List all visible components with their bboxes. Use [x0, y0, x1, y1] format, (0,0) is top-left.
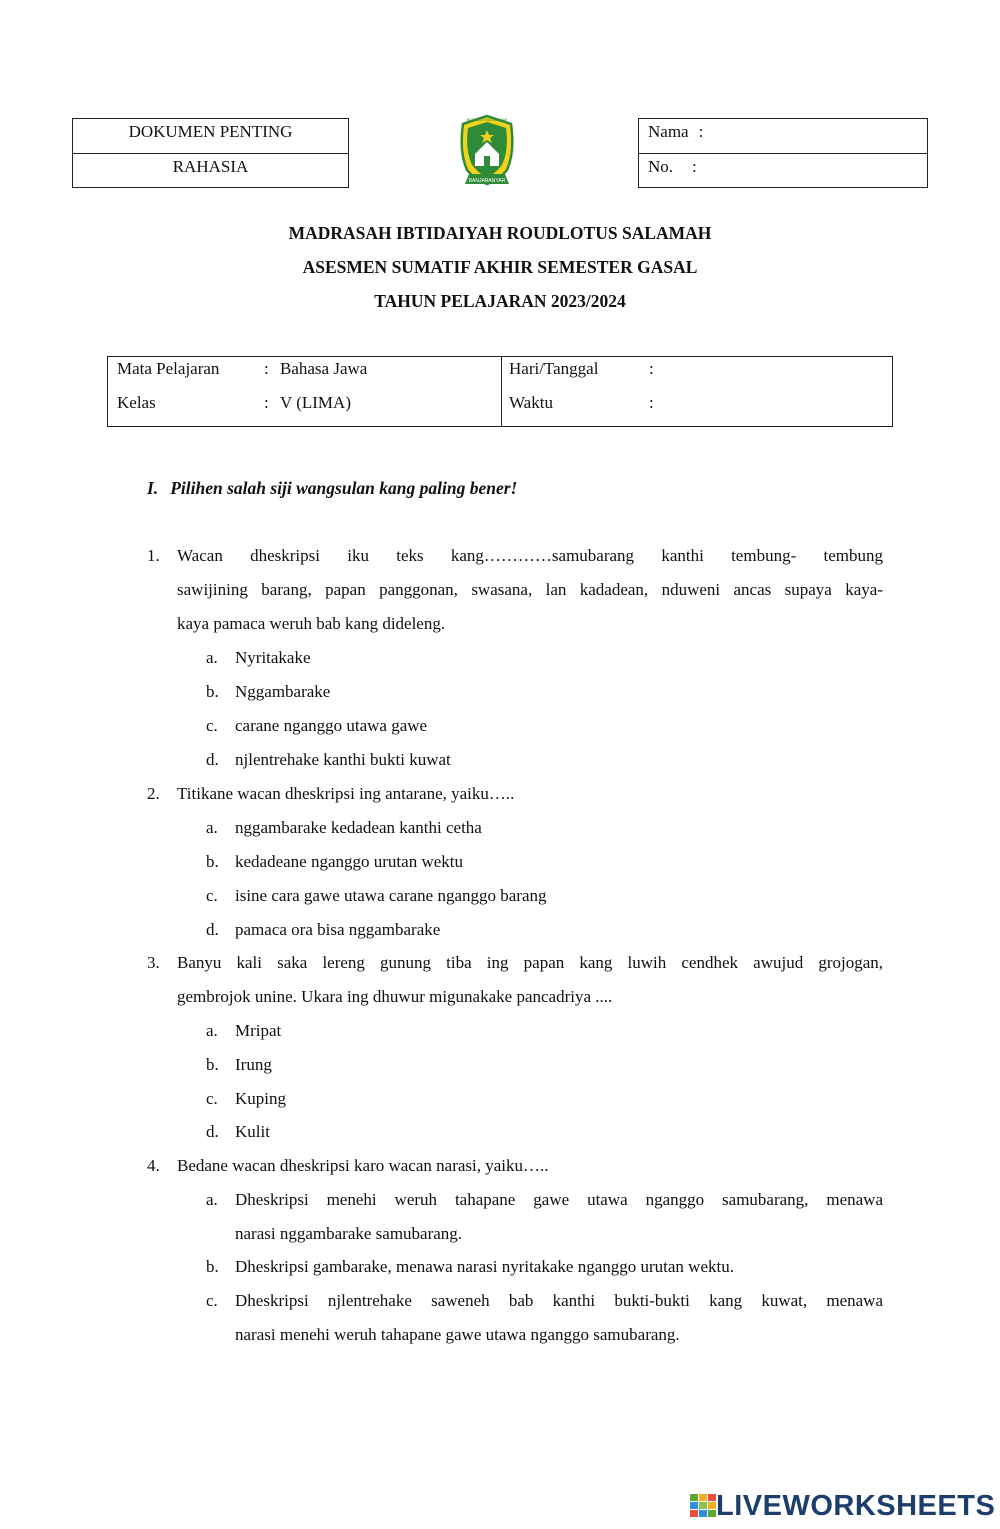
- option-label: c.: [206, 1291, 218, 1310]
- name-row: [639, 119, 927, 153]
- logo-arc-text: MI ROUDLOTUS SALAMAH: [466, 118, 508, 122]
- option-label: b.: [206, 1055, 219, 1074]
- exam-info-table: [107, 356, 893, 427]
- subject-label: Mata Pelajaran: [117, 359, 220, 378]
- question-text-line: kaya pamaca weruh bab kang dideleng.: [177, 614, 446, 633]
- document-important-label: DOKUMEN PENTING: [128, 122, 293, 141]
- class-colon: :: [264, 393, 269, 412]
- option-label: b.: [206, 852, 219, 871]
- subject-colon: :: [264, 359, 269, 378]
- option-text: Nggambarake: [235, 682, 331, 701]
- option-label: a.: [206, 1021, 218, 1040]
- option-label: d.: [206, 750, 219, 769]
- option-4c[interactable]: [206, 1284, 883, 1352]
- option-text-line: narasi nggambarake samubarang.: [235, 1224, 463, 1243]
- option-text: isine cara gawe utawa carane nganggo barang: [235, 886, 547, 905]
- date-row: [509, 359, 654, 379]
- option-label: c.: [206, 886, 218, 905]
- option-text: Irung: [235, 1055, 272, 1074]
- time-label: Waktu: [509, 393, 553, 412]
- number-colon: :: [692, 157, 697, 176]
- option-label: c.: [206, 1089, 218, 1108]
- option-label: d.: [206, 920, 219, 939]
- option-label: a.: [206, 1190, 218, 1209]
- option-label: d.: [206, 1122, 219, 1141]
- question-text-line: Titikane wacan dheskripsi ing antarane, yaiku…..: [177, 784, 515, 803]
- question-text-line: sawijining barang, papan panggonan, swasana, lan kadadean, nduweni ancas supaya kaya-: [177, 580, 883, 599]
- option-text: Nyritakake: [235, 648, 311, 667]
- option-text: njlentrehake kanthi bukti kuwat: [235, 750, 451, 769]
- option-text: nggambarake kedadean kanthi cetha: [235, 818, 482, 837]
- name-label: Nama: [648, 122, 689, 141]
- section-heading: [147, 478, 517, 499]
- section-instruction: Pilihen salah siji wangsulan kang paling bener!: [170, 478, 518, 498]
- option-text: carane nganggo utawa gawe: [235, 716, 428, 735]
- student-identity-box: [638, 118, 928, 188]
- option-text: Mripat: [235, 1021, 282, 1040]
- liveworksheets-grid-icon: [690, 1494, 716, 1518]
- question-text-line: Banyu kali saka lereng gunung tiba ing papan kang luwih cendhek awujud grojogan,: [177, 953, 883, 972]
- question-text-line: Wacan dheskripsi iku teks kang…………samubarang kanthi tembung- tembung: [177, 546, 883, 565]
- number-label: No.: [648, 157, 674, 176]
- academic-year-title: TAHUN PELAJARAN 2023/2024: [374, 291, 626, 311]
- question-number: 3.: [147, 953, 160, 972]
- option-label: c.: [206, 716, 218, 735]
- number-row: [639, 153, 927, 187]
- document-confidential-label: RAHASIA: [73, 153, 348, 187]
- option-text-line: narasi menehi weruh tahapane gawe utawa nganggo samubarang.: [235, 1325, 680, 1344]
- document-status-box: [72, 118, 349, 188]
- option-label: b.: [206, 1257, 219, 1276]
- option-label: a.: [206, 818, 218, 837]
- option-4a[interactable]: [206, 1183, 883, 1251]
- question-number: 2.: [147, 784, 160, 803]
- class-label: Kelas: [117, 393, 156, 412]
- option-text: Kuping: [235, 1089, 286, 1108]
- liveworksheets-wordmark: LIVEWORKSHEETS: [716, 1489, 996, 1522]
- name-colon: :: [698, 122, 704, 141]
- liveworksheets-watermark: [690, 1488, 995, 1524]
- logo-ribbon-text: BANJARANYAR: [468, 178, 506, 184]
- option-text-line: Dheskripsi menehi weruh tahapane gawe utawa nganggo samubarang, menawa: [235, 1190, 883, 1209]
- question-number: 4.: [147, 1156, 160, 1175]
- question-number: 1.: [147, 546, 160, 565]
- option-label: a.: [206, 648, 218, 667]
- subject-row: [117, 359, 368, 379]
- info-table-divider: [501, 357, 502, 426]
- subject-value: Bahasa Jawa: [280, 359, 368, 378]
- school-name-title: MADRASAH IBTIDAIYAH ROUDLOTUS SALAMAH: [288, 223, 712, 243]
- class-row: [117, 393, 351, 413]
- school-logo: [455, 114, 519, 192]
- option-text-line: Dheskripsi njlentrehake saweneh bab kanthi bukti-bukti kang kuwat, menawa: [235, 1291, 883, 1310]
- question-text-line: Bedane wacan dheskripsi karo wacan narasi, yaiku…..: [177, 1156, 549, 1175]
- option-text: kedadeane nganggo urutan wektu: [235, 852, 463, 871]
- date-colon: :: [649, 359, 654, 378]
- class-value: V (LIMA): [280, 393, 351, 412]
- option-text-line: Dheskripsi gambarake, menawa narasi nyritakake nganggo urutan wektu.: [235, 1257, 734, 1276]
- option-text: pamaca ora bisa nggambarake: [235, 920, 441, 939]
- time-row: [509, 393, 654, 413]
- date-label: Hari/Tanggal: [509, 359, 599, 378]
- question-text-line: gembrojok unine. Ukara ing dhuwur migunakake pancadriya ....: [177, 987, 613, 1006]
- time-colon: :: [649, 393, 654, 412]
- section-numeral: I.: [147, 478, 159, 498]
- option-text: Kulit: [235, 1122, 270, 1141]
- exam-title: ASESMEN SUMATIF AKHIR SEMESTER GASAL: [302, 257, 698, 277]
- option-label: b.: [206, 682, 219, 701]
